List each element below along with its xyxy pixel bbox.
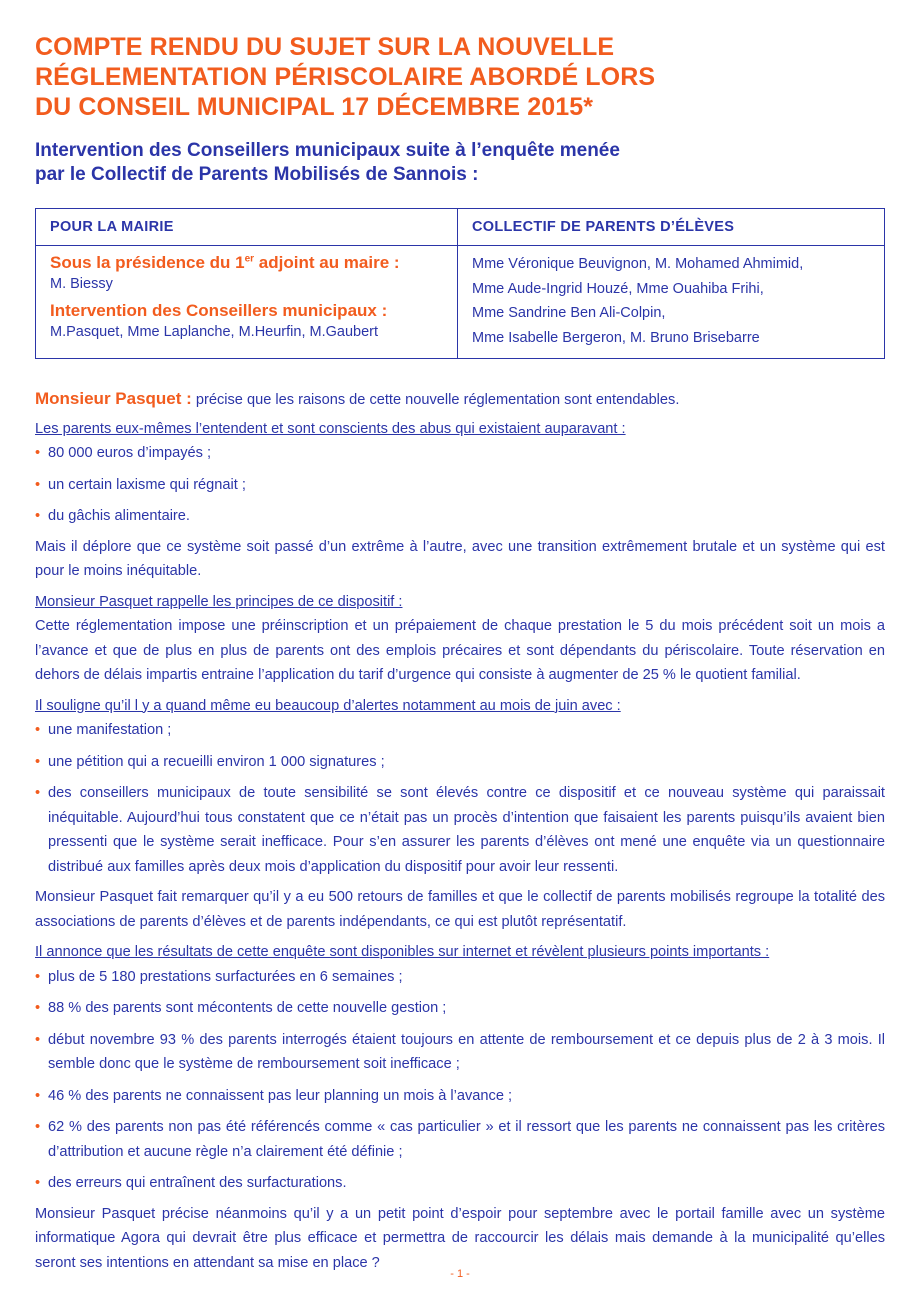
table-header-row bbox=[36, 209, 885, 246]
list-item-text: du gâchis alimentaire. bbox=[48, 508, 190, 524]
cell-mairie bbox=[36, 246, 458, 359]
list-item bbox=[35, 1115, 885, 1164]
list-item-text: un certain laxisme qui régnait ; bbox=[48, 476, 246, 493]
bullet-icon: • bbox=[35, 785, 41, 801]
section-heading: Il annonce que les résultats de cette enquête sont disponibles sur internet et révèlent plusieurs points importants : bbox=[35, 944, 770, 960]
conseillers-names: M.Pasquet, Mme Laplanche, M.Heurfin, M.Gaubert bbox=[50, 324, 379, 340]
section-heading: Les parents eux-mêmes l’entendent et sont conscients des abus qui existaient auparavant : bbox=[35, 420, 626, 437]
bullet-list bbox=[35, 718, 885, 879]
title-line: RÉGLEMENTATION PÉRISCOLAIRE ABORDÉ LORS bbox=[35, 63, 656, 91]
bullet-icon: • bbox=[35, 1031, 41, 1048]
list-item-text: 46 % des parents ne connaissent pas leur planning un mois à l’avance ; bbox=[48, 1087, 513, 1104]
bullet-list bbox=[35, 441, 885, 529]
list-item bbox=[35, 1028, 885, 1077]
list-item bbox=[35, 996, 885, 1021]
list-item-text: 88 % des parents sont mécontents de cette nouvelle gestion ; bbox=[48, 1000, 447, 1016]
list-item-text: début novembre 93 % des parents interrogés étaient toujours en attente de remboursement et ce depuis plus de 2 à 3 mois. Il semble donc que le système de remboursement soit inefficace ; bbox=[48, 1031, 885, 1072]
list-item-text: plus de 5 180 prestations surfacturées en 6 semaines ; bbox=[48, 968, 403, 985]
list-item bbox=[35, 1171, 885, 1196]
paragraph: Monsieur Pasquet précise néanmoins qu’il y a un petit point d’espoir pour septembre avec le portail famille avec un système informatique Agora qui devrait être plus efficace et permettra de raccourcir les délais mais demande à la municipalité qu’elles seront ses intentions en attendant sa mise en place ? bbox=[35, 1205, 885, 1271]
page-number: - 1 - bbox=[450, 1268, 470, 1280]
bullet-icon: • bbox=[35, 476, 41, 493]
bullet-icon: • bbox=[35, 722, 41, 738]
presidence-label-text: Sous la présidence du 1 bbox=[50, 253, 245, 272]
lead-paragraph bbox=[35, 387, 885, 413]
page-content bbox=[35, 32, 885, 1275]
bullet-icon: • bbox=[35, 1087, 41, 1104]
section-heading: Il souligne qu’il l y a quand même eu beaucoup d’alertes notamment au mois de juin avec : bbox=[35, 697, 621, 714]
collectif-member-line: Mme Sandrine Ben Ali-Colpin, bbox=[472, 305, 666, 321]
bullet-icon: • bbox=[35, 968, 41, 985]
presidence-label bbox=[50, 252, 443, 274]
list-item bbox=[35, 718, 885, 743]
header-collectif: COLLECTIF DE PARENTS D’ÉLÈVES bbox=[458, 209, 885, 246]
list-item bbox=[35, 965, 885, 990]
list-item bbox=[35, 1084, 885, 1109]
header-mairie: POUR LA MAIRIE bbox=[36, 209, 458, 246]
report-body bbox=[35, 387, 885, 1275]
list-item bbox=[35, 441, 885, 466]
list-item-text: 80 000 euros d’impayés ; bbox=[48, 445, 212, 461]
collectif-member-line: Mme Aude-Ingrid Houzé, Mme Ouahiba Frihi, bbox=[472, 280, 764, 297]
bullet-icon: • bbox=[35, 445, 41, 461]
cell-collectif bbox=[458, 246, 885, 359]
bullet-icon: • bbox=[35, 508, 41, 524]
bullet-icon: • bbox=[35, 1000, 41, 1016]
lead-text: précise que les raisons de cette nouvelle réglementation sont entendables. bbox=[191, 392, 680, 408]
list-item-text: une pétition qui a recueilli environ 1 000 signatures ; bbox=[48, 753, 385, 770]
participants-table bbox=[35, 208, 885, 359]
paragraph: Monsieur Pasquet fait remarquer qu’il y a eu 500 retours de familles et que le collectif de parents mobilisés regroupe la totalité des associations de parents d’élèves et de parents indépendants, ce qui est plutôt représentatif. bbox=[35, 889, 885, 930]
presidence-label-sup: er bbox=[244, 253, 255, 265]
list-item bbox=[35, 504, 885, 529]
list-item bbox=[35, 781, 885, 879]
document-subtitle bbox=[35, 139, 885, 187]
presidence-name: M. Biessy bbox=[50, 276, 113, 292]
lead-speaker: Monsieur Pasquet : bbox=[35, 389, 192, 408]
presidence-label-text-end: adjoint au maire : bbox=[254, 253, 400, 272]
section-heading: Monsieur Pasquet rappelle les principes de ce dispositif : bbox=[35, 593, 403, 610]
list-item bbox=[35, 750, 885, 775]
collectif-member-line: Mme Véronique Beuvignon, M. Mohamed Ahmimid, bbox=[472, 256, 804, 272]
document-title bbox=[35, 32, 885, 122]
paragraph: Cette réglementation impose une préinscription et un prépaiement de chaque prestation le 5 du mois précédent soit un mois a l’avance et que de plus en plus de parents ont des emplois précaires et sont dépendants du périscolaire. Toute réservation en dehors de délais impartis entraine l’application du tarif d’urgence qui consiste à augmenter de 25 % le quotient familial. bbox=[35, 618, 885, 683]
bullet-list bbox=[35, 965, 885, 1196]
collectif-member-line: Mme Isabelle Bergeron, M. Bruno Brisebarre bbox=[472, 329, 760, 346]
bullet-icon: • bbox=[35, 753, 41, 770]
table-row bbox=[36, 246, 885, 359]
title-line: DU CONSEIL MUNICIPAL 17 DÉCEMBRE 2015* bbox=[35, 93, 594, 121]
title-line: COMPTE RENDU DU SUJET SUR LA NOUVELLE bbox=[35, 33, 615, 61]
list-item bbox=[35, 473, 885, 498]
bullet-icon: • bbox=[35, 1119, 41, 1135]
paragraph: Mais il déplore que ce système soit passé d’un extrême à l’autre, avec une transition extrêmement brutale et un système qui est pour le moins inéquitable. bbox=[35, 538, 885, 579]
list-item-text: une manifestation ; bbox=[48, 722, 172, 738]
list-item-text: 62 % des parents non pas été référencés comme « cas particulier » et il ressort que les parents ne connaissent pas les critères d’attribution et aucune règle n’a clairement été définie ; bbox=[48, 1119, 885, 1160]
subtitle-line: Intervention des Conseillers municipaux suite à l’enquête menée bbox=[35, 140, 620, 161]
conseillers-label: Intervention des Conseillers municipaux : bbox=[50, 301, 388, 320]
bullet-icon: • bbox=[35, 1175, 41, 1191]
list-item-text: des conseillers municipaux de toute sensibilité se sont élevés contre ce dispositif et ce nouveau système qui paraissait inéquitable. Aujourd’hui tous constatent que ce n’était pas un procès d’intention que faisaient les parents puisqu’ils avaient bien pressenti que le système serait inefficace. Pour s’en assurer les parents d’élèves ont mené une enquête via un questionnaire distribué aux familles après deux mois d’application du dispositif pour avoir leur ressenti. bbox=[48, 785, 885, 875]
subtitle-line: par le Collectif de Parents Mobilisés de Sannois : bbox=[35, 164, 479, 185]
list-item-text: des erreurs qui entraînent des surfacturations. bbox=[48, 1175, 347, 1191]
